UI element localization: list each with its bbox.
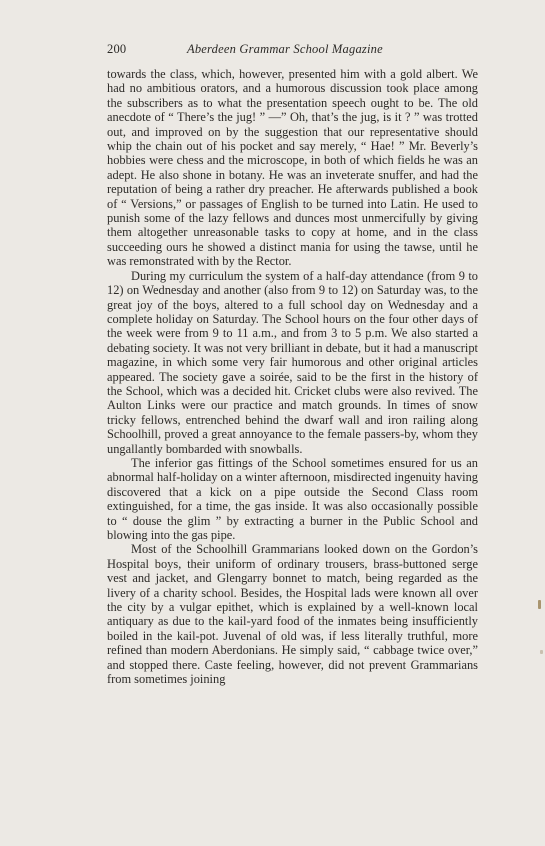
paragraph-continued: towards the class, which, however, presented him with a gold albert. We had no ambitious orators, and a humorous discussion took place among the subscribers as to what the presentation speech ought to be. The old anecdote of “ There’s the jug! ” —” Oh, that’s the jug, is it ? ” was trotted out, and improved on by the suggestion that our representative should whip the chain out of his pocket and say merely, “ Hae! ” Mr. Beverly’s hobbies were chess and the microscope, in both of which fields he was an adept. He also shone in botany. He was an inveterate snuffer, and had the reputation of being a rather dry preacher. He afterwards published a book of “ Versions,” or passages of English to be turned into Latin. He used to punish some of the lazy fellows and dunces most unmercifully by giving them altogether unreasonable tasks to copy at home, and in the class succeeding ours he showed a distinct mania for using the tawse, until he was remonstrated with by the Rector. <box>107 67 478 269</box>
running-title: Aberdeen Grammar School Magazine <box>187 42 383 56</box>
page-edge-mark <box>540 650 543 654</box>
paragraph-curriculum: During my curriculum the system of a half-day attendance (from 9 to 12) on Wednesday and another (also from 9 to 12) on Saturday was, to the great joy of the boys, altered to a full school day on Wednesday and a complete holiday on Saturday. The School hours on the four other days of the week were from 9 to 11 a.m., and from 3 to 5 p.m. We also started a debating society. It was not very brilliant in debate, but it had a manuscript magazine, in which some very fair humorous and other original articles appeared. The society gave a soirée, said to be the first in the history of the School, which was a decided hit. Cricket clubs were also revived. The Aulton Links were our practice and match grounds. In times of snow tricky fellows, entrenched behind the dwarf wall and iron railing along Schoolhill, proved a great annoyance to the female passers-by, whom they ungallantly bombarded with snowballs. <box>107 268 478 456</box>
body-text <box>107 67 478 686</box>
paragraph-gas-fittings: The inferior gas fittings of the School sometimes ensured for us an abnormal half-holiday on a winter afternoon, misdirected ingenuity having discovered that a kick on a pipe outside the Second Class room extinguished, for a time, the gas inside. It was also occasionally possible to “ douse the glim ” by extracting a burner in the Public School and blowing into the gas pipe. <box>107 455 478 542</box>
page-edge-mark <box>538 600 541 609</box>
paragraph-hospital-boys: Most of the Schoolhill Grammarians looked down on the Gordon’s Hospital boys, their uniform of ordinary trousers, brass-buttoned serge vest and jacket, and Glengarry bonnet to match, being regarded as the livery of a charity school. Besides, the Hospital lads were known all over the city by a vulgar epithet, which is explained by a well-known local antiquary as due to the kail-yard food of the inmates being insufficiently boiled in the kail-pot. Juvenal of old was, if less literally truthful, more refined than modern Aberdonians. He simply said, “ cabbage twice over,” and stopped there. Caste feeling, however, did not prevent Grammarians from sometimes joining <box>107 542 478 687</box>
page-number: 200 <box>107 42 127 56</box>
